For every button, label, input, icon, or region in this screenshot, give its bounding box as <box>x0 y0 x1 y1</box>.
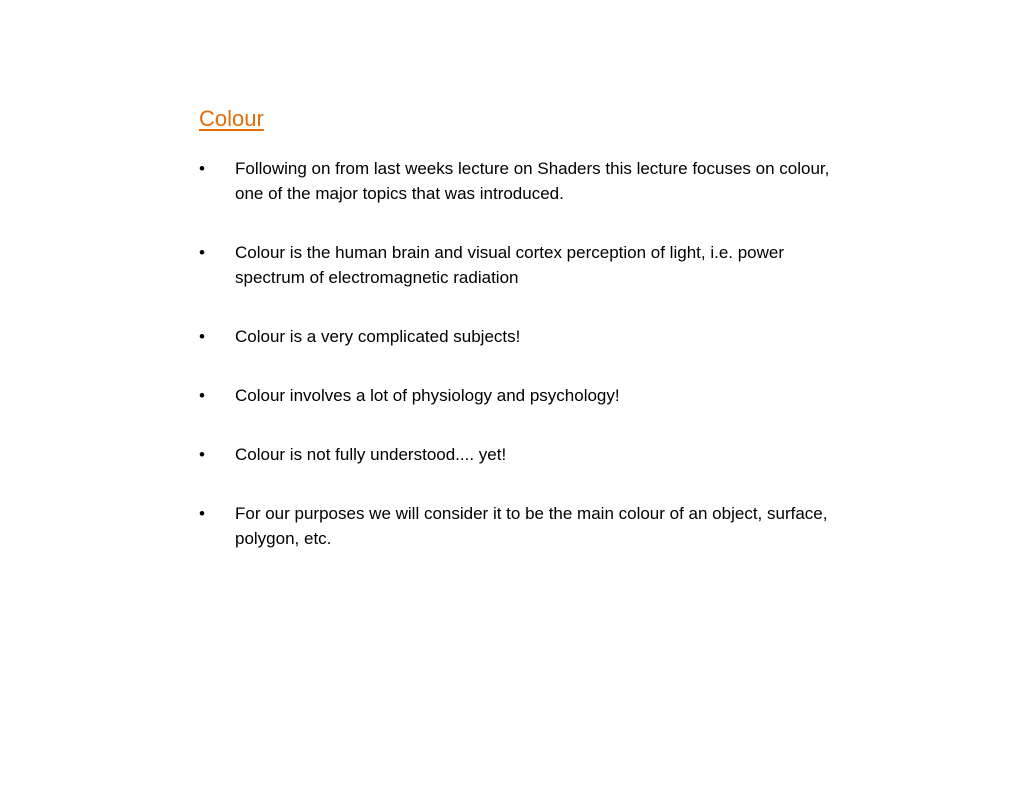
bullet-icon: • <box>199 504 205 523</box>
bullet-text: Colour is not fully understood.... yet! <box>235 445 507 464</box>
bullet-text: For our purposes we will consider it to be the main colour of an object, surface, polygon, etc. <box>235 504 828 548</box>
bullet-item <box>199 240 839 290</box>
bullet-icon: • <box>199 386 205 405</box>
bullet-list <box>199 156 839 585</box>
bullet-icon: • <box>199 327 205 346</box>
bullet-icon: • <box>199 159 205 178</box>
bullet-icon: • <box>199 445 205 464</box>
bullet-icon: • <box>199 243 205 262</box>
bullet-item <box>199 442 839 467</box>
bullet-item <box>199 324 839 349</box>
bullet-text: Colour involves a lot of physiology and psychology! <box>235 386 620 405</box>
bullet-item <box>199 156 839 206</box>
slide-title: Colour <box>199 106 264 131</box>
bullet-item <box>199 501 839 551</box>
bullet-text: Following on from last weeks lecture on Shaders this lecture focuses on colour, one of the major topics that was introduced. <box>235 159 830 203</box>
bullet-text: Colour is a very complicated subjects! <box>235 327 521 346</box>
bullet-text: Colour is the human brain and visual cortex perception of light, i.e. power spectrum of electromagnetic radiation <box>235 243 785 287</box>
bullet-item <box>199 383 839 408</box>
